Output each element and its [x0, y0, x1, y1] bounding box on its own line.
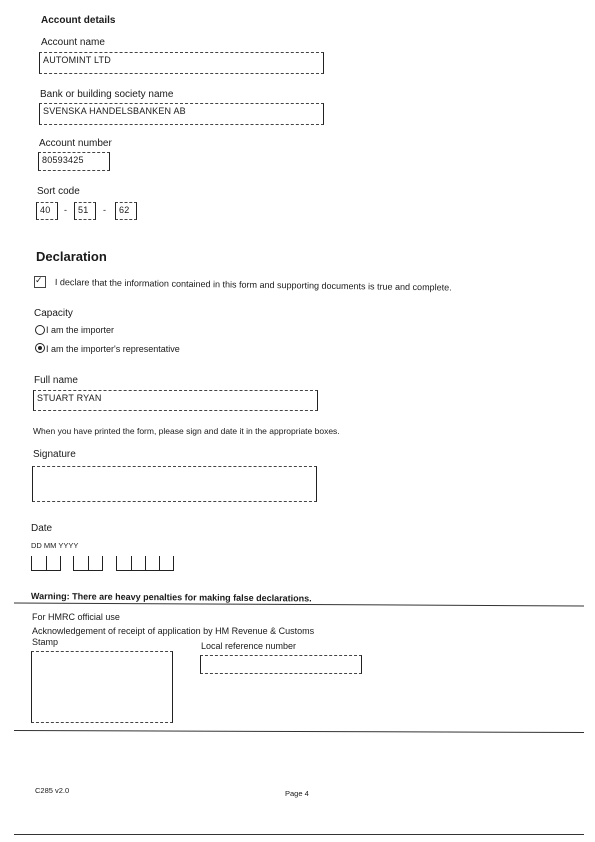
- check-icon: ✓: [35, 275, 43, 285]
- print-sign-instruction: When you have printed the form, please sign and date it in the appropriate boxes.: [33, 426, 340, 436]
- account-name-field[interactable]: [39, 52, 324, 74]
- bank-name-field[interactable]: [39, 103, 324, 125]
- radio-importer[interactable]: [35, 325, 45, 335]
- account-name-value: AUTOMINT LTD: [43, 55, 111, 65]
- date-label: Date: [31, 523, 53, 534]
- declaration-statement: I declare that the information contained in this form and supporting documents is true and complete.: [54, 277, 452, 293]
- sort-code-value-3: 62: [119, 205, 130, 215]
- bank-name-label: Bank or building society name: [40, 89, 174, 100]
- date-year-field[interactable]: [116, 556, 174, 571]
- full-name-value: STUART RYAN: [37, 393, 102, 403]
- sort-code-field-2[interactable]: [74, 202, 96, 220]
- account-number-field[interactable]: [38, 152, 110, 171]
- local-reference-label: Local reference number: [201, 641, 297, 651]
- sort-code-label: Sort code: [37, 186, 80, 197]
- signature-field[interactable]: [32, 466, 317, 502]
- hmrc-acknowledgement: Acknowledgement of receipt of application by HM Revenue & Customs: [32, 626, 315, 636]
- account-name-label: Account name: [41, 37, 105, 48]
- sort-code-value-2: 51: [78, 205, 89, 215]
- page-bottom-edge: [14, 834, 584, 835]
- account-number-label: Account number: [39, 138, 112, 149]
- sort-code-separator: -: [64, 205, 67, 215]
- account-details-heading: Account details: [41, 15, 116, 26]
- sort-code-separator: -: [103, 205, 106, 215]
- full-name-label: Full name: [34, 375, 78, 386]
- section-divider: [14, 730, 584, 733]
- capacity-label: Capacity: [34, 308, 73, 319]
- declaration-heading: Declaration: [36, 249, 107, 264]
- page-number: Page 4: [285, 789, 309, 798]
- false-declaration-warning: Warning: There are heavy penalties for making false declarations.: [30, 591, 312, 604]
- radio-representative-label: I am the importer's representative: [46, 344, 180, 354]
- stamp-box: [31, 651, 173, 723]
- date-month-field[interactable]: [73, 556, 103, 571]
- form-version: C285 v2.0: [35, 786, 70, 795]
- declaration-checkbox[interactable]: [34, 276, 46, 288]
- signature-label: Signature: [33, 449, 76, 460]
- sort-code-value-1: 40: [40, 205, 51, 215]
- date-format-hint: DD MM YYYY: [31, 541, 79, 550]
- radio-importer-label: I am the importer: [46, 325, 115, 335]
- date-day-field[interactable]: [31, 556, 61, 571]
- section-divider: [14, 603, 584, 607]
- sort-code-field-3[interactable]: [115, 202, 137, 220]
- hmrc-use-heading: For HMRC official use: [32, 612, 120, 622]
- local-reference-field[interactable]: [200, 655, 362, 674]
- stamp-label: Stamp: [32, 637, 59, 647]
- sort-code-field-1[interactable]: [36, 202, 58, 220]
- full-name-field[interactable]: [33, 390, 318, 411]
- account-number-value: 80593425: [42, 155, 84, 165]
- radio-representative[interactable]: [35, 343, 45, 353]
- bank-name-value: SVENSKA HANDELSBANKEN AB: [43, 106, 186, 116]
